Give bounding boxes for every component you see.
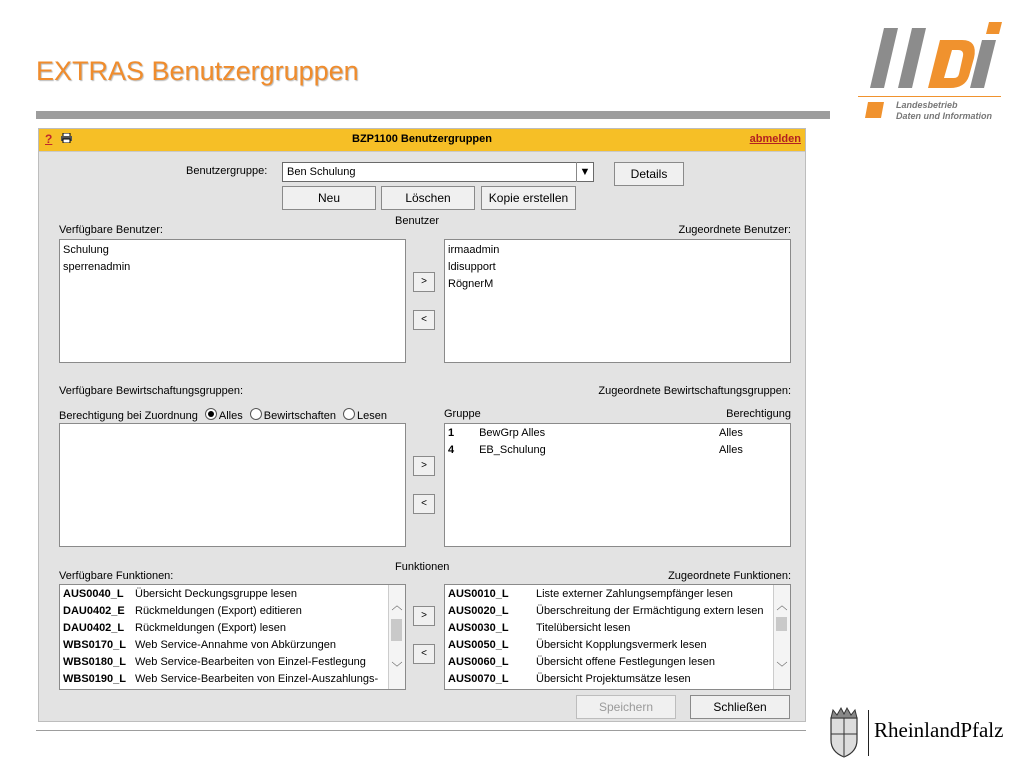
table-row[interactable]: [445, 425, 790, 442]
remove-function-button[interactable]: <: [413, 644, 435, 664]
function-code: WBS0190_L: [63, 673, 126, 685]
function-desc: Übersicht Deckungsgruppe lesen: [135, 588, 298, 600]
available-users-label: Verfügbare Benutzer:: [59, 224, 163, 236]
rlp-logo-separator: [868, 710, 869, 756]
ldi-logo: [858, 18, 1003, 122]
chevron-up-icon[interactable]: ︿: [776, 600, 788, 612]
function-code: AUS0040_L: [63, 588, 124, 600]
title-divider: [36, 111, 830, 119]
list-item[interactable]: [60, 637, 405, 654]
assigned-functions-label: Zugeordnete Funktionen:: [668, 570, 791, 582]
radio-read-icon[interactable]: [343, 408, 355, 420]
assigned-functions-scrollbar[interactable]: [773, 585, 790, 689]
list-item[interactable]: [445, 637, 790, 654]
radio-manage-icon[interactable]: [250, 408, 262, 420]
available-budget-groups-list[interactable]: [59, 423, 406, 547]
list-item[interactable]: [60, 671, 405, 688]
delete-button[interactable]: Löschen: [381, 186, 475, 210]
available-functions-scrollbar[interactable]: [388, 585, 405, 689]
ldi-logo-line1: Landesbetrieb: [896, 100, 958, 110]
list-item[interactable]: [60, 603, 405, 620]
radio-manage-label: Bewirtschaften: [263, 410, 336, 422]
add-user-button[interactable]: >: [413, 272, 435, 292]
function-desc: Übersicht offene Festlegungen lesen: [536, 656, 715, 668]
function-code: WBS0180_L: [63, 656, 126, 668]
list-item[interactable]: sperrenadmin: [63, 261, 131, 273]
save-button[interactable]: Speichern: [576, 695, 676, 719]
remove-user-button[interactable]: <: [413, 310, 435, 330]
function-desc: Überschreitung der Ermächtigung extern lesen: [536, 605, 764, 617]
radio-manage[interactable]: [250, 410, 336, 422]
users-section-title: Benutzer: [395, 215, 440, 227]
chevron-down-icon[interactable]: ﹀: [776, 662, 788, 674]
slide-title: EXTRAS Benutzergruppen: [36, 56, 359, 86]
function-desc: Web Service-Annahme von Abkürzungen: [135, 639, 336, 651]
assigned-functions-list[interactable]: [444, 584, 791, 690]
function-desc: Rückmeldungen (Export) editieren: [135, 605, 302, 617]
add-function-button[interactable]: >: [413, 606, 435, 626]
rlp-logo: [826, 706, 1010, 762]
list-item[interactable]: [445, 671, 790, 688]
remove-budget-group-button[interactable]: <: [413, 494, 435, 514]
logout-link[interactable]: abmelden: [749, 133, 801, 145]
group-name: EB_Schulung: [479, 444, 546, 456]
function-desc: Rückmeldungen (Export) lesen: [135, 622, 287, 634]
group-permission: Alles: [719, 427, 743, 439]
add-budget-group-button[interactable]: >: [413, 456, 435, 476]
window-title: BZP1100 Benutzergruppen: [352, 133, 492, 145]
list-item[interactable]: [445, 586, 790, 603]
details-button[interactable]: Details: [614, 162, 684, 186]
available-budget-groups-label: Verfügbare Bewirtschaftungsgruppen:: [59, 385, 244, 397]
window-titlebar: [39, 129, 805, 152]
copy-button[interactable]: Kopie erstellen: [481, 186, 576, 210]
available-users-list[interactable]: [59, 239, 406, 363]
list-item[interactable]: [445, 654, 790, 671]
list-item[interactable]: [60, 586, 405, 603]
available-functions-list[interactable]: [59, 584, 406, 690]
chevron-down-icon[interactable]: ﹀: [391, 662, 403, 674]
assigned-users-label: Zugeordnete Benutzer:: [678, 224, 791, 236]
col-permission-header: Berechtigung: [726, 408, 791, 420]
permission-label: Berechtigung bei Zuordnung: [59, 410, 198, 422]
assigned-users-list[interactable]: [444, 239, 791, 363]
list-item[interactable]: Schulung: [63, 244, 109, 256]
function-desc: Titelübersicht lesen: [536, 622, 631, 634]
radio-read[interactable]: [343, 410, 387, 422]
group-label: Benutzergruppe:: [186, 165, 268, 177]
list-item[interactable]: [60, 620, 405, 637]
function-desc: Web Service-Bearbeiten von Einzel-Auszahlungs-: [135, 673, 379, 685]
scrollbar-thumb[interactable]: [391, 619, 402, 641]
group-permission: Alles: [719, 444, 743, 456]
close-button[interactable]: Schließen: [690, 695, 790, 719]
col-group-header: Gruppe: [444, 408, 481, 420]
functions-section-title: Funktionen: [395, 561, 450, 573]
footer-divider: [36, 730, 806, 731]
coat-of-arms-icon: [826, 706, 862, 758]
permission-on-assign: [59, 408, 387, 422]
new-button[interactable]: Neu: [282, 186, 376, 210]
available-functions-label: Verfügbare Funktionen:: [59, 570, 174, 582]
function-code: AUS0070_L: [448, 673, 509, 685]
help-link[interactable]: ?: [45, 132, 53, 146]
list-item[interactable]: [445, 620, 790, 637]
list-item[interactable]: ldisupport: [448, 261, 496, 273]
function-code: AUS0030_L: [448, 622, 509, 634]
app-window: [38, 128, 806, 722]
chevron-up-icon[interactable]: ︿: [391, 600, 403, 612]
group-number: 4: [448, 444, 455, 456]
list-item[interactable]: RögnerM: [448, 278, 494, 290]
function-code: AUS0060_L: [448, 656, 509, 668]
function-code: WBS0170_L: [63, 639, 126, 651]
radio-all-label: Alles: [218, 410, 243, 422]
chevron-down-icon[interactable]: ▼: [576, 162, 593, 182]
group-combobox-value: Ben Schulung: [287, 166, 356, 178]
radio-read-label: Lesen: [357, 410, 387, 422]
function-code: AUS0020_L: [448, 605, 509, 617]
scrollbar-thumb[interactable]: [776, 617, 787, 631]
list-item[interactable]: [60, 654, 405, 671]
list-item[interactable]: irmaadmin: [448, 244, 500, 256]
function-desc: Web Service-Bearbeiten von Einzel-Festlegung: [135, 656, 366, 668]
function-desc: Übersicht Projektumsätze lesen: [536, 673, 691, 685]
function-desc: Liste externer Zahlungsempfänger lesen: [536, 588, 733, 600]
group-name: BewGrp Alles: [479, 427, 546, 439]
radio-all[interactable]: [205, 410, 243, 422]
assigned-budget-groups-label: Zugeordnete Bewirtschaftungsgruppen:: [598, 385, 791, 397]
radio-all-icon[interactable]: [205, 408, 217, 420]
ldi-logo-line2: Daten und Information: [896, 111, 992, 121]
function-desc: Übersicht Kopplungsvermerk lesen: [536, 639, 707, 651]
function-code: AUS0050_L: [448, 639, 509, 651]
list-item[interactable]: [445, 603, 790, 620]
function-code: DAU0402_L: [63, 622, 125, 634]
rlp-logo-text: RheinlandPfalz: [874, 718, 1004, 742]
table-row[interactable]: [445, 442, 790, 459]
group-combobox[interactable]: [282, 162, 594, 182]
function-code: AUS0010_L: [448, 588, 509, 600]
group-number: 1: [448, 427, 455, 439]
function-code: DAU0402_E: [63, 605, 125, 617]
assigned-budget-groups-list[interactable]: [444, 423, 791, 547]
